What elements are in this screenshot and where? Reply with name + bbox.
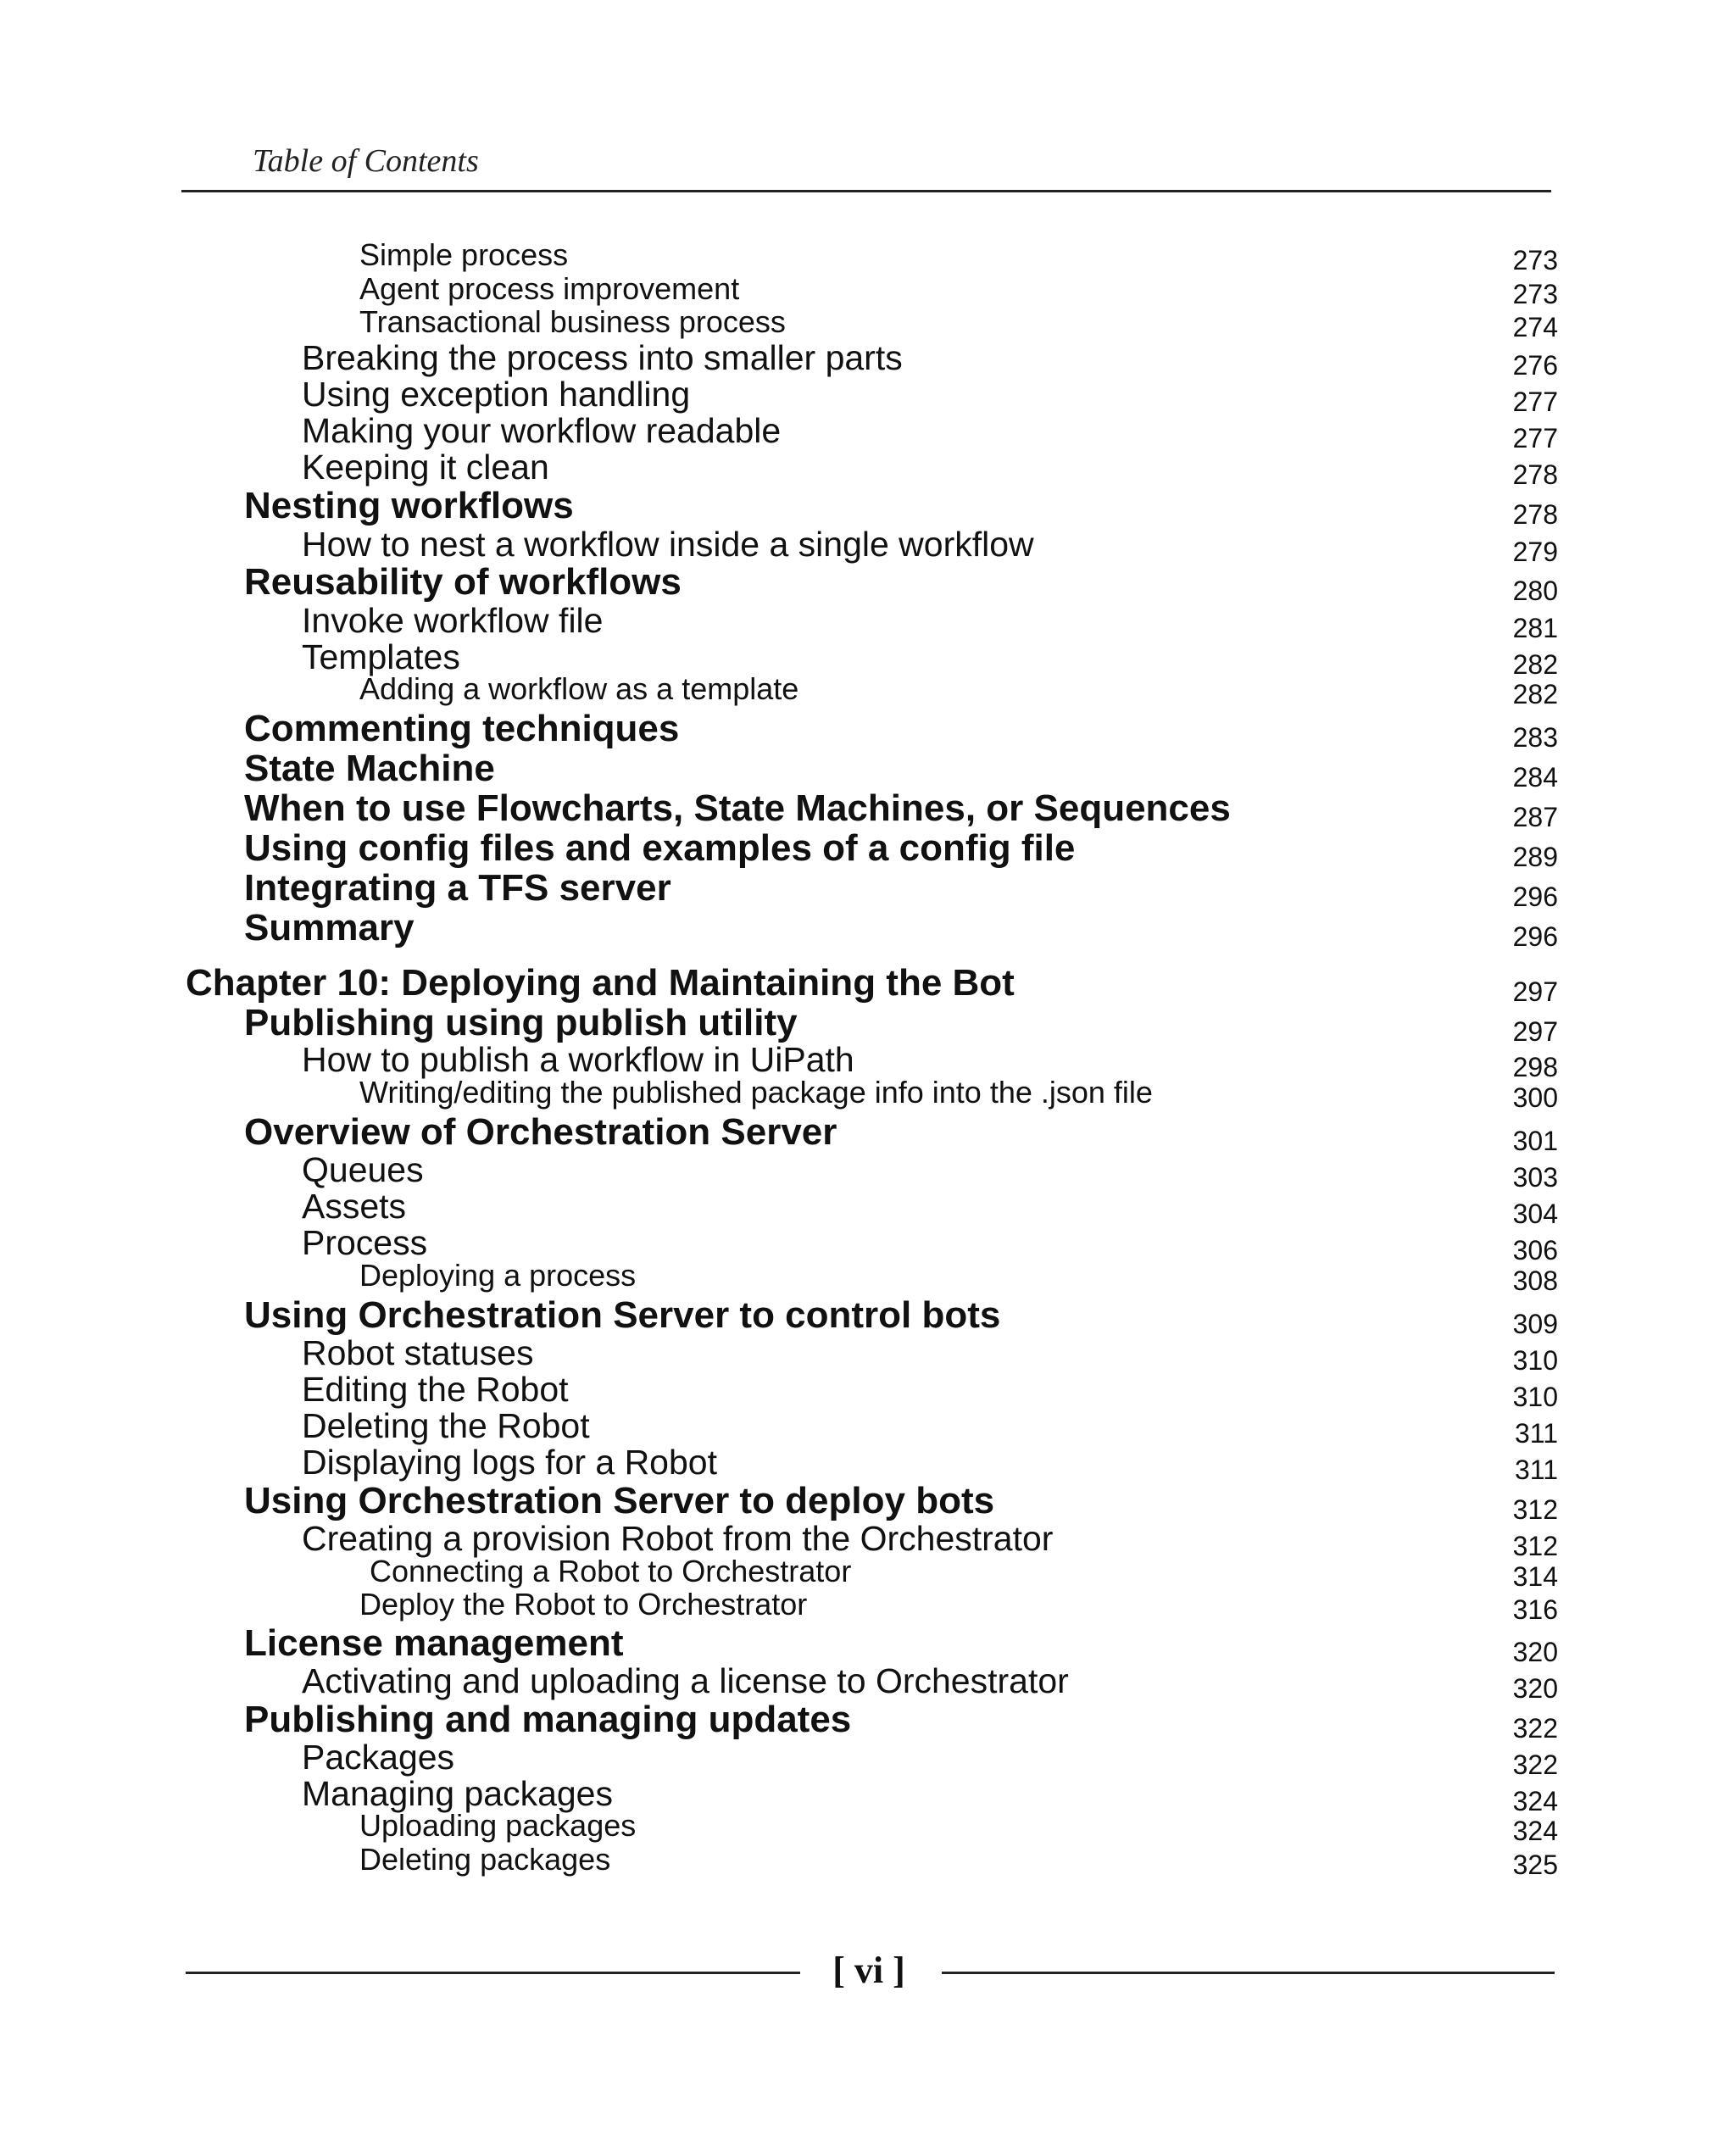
- toc-entry-title: Simple process: [359, 237, 569, 272]
- toc-entry-title: Displaying logs for a Robot: [302, 1443, 717, 1482]
- toc-entry-title: Agent process improvement: [359, 271, 740, 306]
- toc-entry-title: Chapter 10: Deploying and Maintaining the Bot: [186, 962, 1015, 1004]
- toc-entry[interactable]: [0, 1188, 1736, 1227]
- toc-entry[interactable]: [0, 1224, 1736, 1263]
- toc-entry-page: 310: [1512, 1382, 1558, 1412]
- toc-entry-title: Templates: [302, 637, 460, 676]
- toc-entry-title: Overview of Orchestration Server: [244, 1111, 837, 1153]
- toc-entry-title: Adding a workflow as a template: [359, 671, 799, 706]
- toc-entry-title: Connecting a Robot to Orchestrator: [370, 1554, 852, 1588]
- toc-entry-title: Breaking the process into smaller parts: [302, 338, 903, 377]
- toc-entry-page: 297: [1512, 976, 1558, 1007]
- toc-entry[interactable]: [0, 1587, 1736, 1625]
- toc-entry[interactable]: [0, 673, 1736, 707]
- toc-entry-page: 281: [1512, 613, 1558, 643]
- toc-entry[interactable]: [0, 602, 1736, 641]
- toc-entry-page: 278: [1512, 499, 1558, 530]
- toc-entry[interactable]: [0, 1554, 1736, 1592]
- toc-entry-title: State Machine: [244, 748, 495, 789]
- toc-entry-page: 324: [1512, 1816, 1558, 1846]
- toc-entry[interactable]: [0, 1842, 1736, 1880]
- toc-entry[interactable]: [0, 1333, 1736, 1376]
- toc-entry-page: 298: [1512, 1052, 1558, 1082]
- toc-entry[interactable]: [0, 485, 1736, 530]
- toc-entry[interactable]: [0, 1775, 1736, 1814]
- toc-entry-title: Creating a provision Robot from the Orchestrator: [302, 1519, 1054, 1558]
- toc-entry-title: Deploying a process: [359, 1258, 637, 1293]
- toc-entry-title: When to use Flowcharts, State Machines, or Sequences: [244, 787, 1231, 829]
- toc-entry-page: 303: [1512, 1162, 1558, 1193]
- toc-entry[interactable]: [0, 375, 1736, 417]
- toc-entry-title: Editing the Robot: [302, 1370, 569, 1409]
- toc-entry-page: 274: [1512, 312, 1558, 342]
- toc-entry-page: 301: [1512, 1126, 1558, 1156]
- toc-entry[interactable]: [0, 788, 1736, 830]
- toc-entry[interactable]: [0, 1443, 1736, 1485]
- toc-entry[interactable]: [0, 1075, 1736, 1113]
- toc-entry-page: 324: [1512, 1786, 1558, 1816]
- toc-entry-page: 311: [1514, 1418, 1558, 1449]
- toc-entry[interactable]: [0, 526, 1736, 565]
- toc-entry-page: 322: [1512, 1749, 1558, 1780]
- toc-entry[interactable]: [0, 1661, 1736, 1704]
- toc-entry-page: 273: [1512, 245, 1558, 275]
- toc-entry-page: 311: [1514, 1455, 1558, 1485]
- toc-entry[interactable]: [0, 1002, 1736, 1047]
- toc-entry[interactable]: [0, 1112, 1736, 1154]
- toc-entry-title: Deleting the Robot: [302, 1406, 590, 1445]
- toc-entry-page: 320: [1512, 1637, 1558, 1667]
- toc-entry-page: 284: [1512, 762, 1558, 793]
- toc-entry[interactable]: [0, 306, 1736, 340]
- toc-entry-title: Integrating a TFS server: [244, 867, 671, 909]
- toc-entry-title: Using Orchestration Server to control bots: [244, 1294, 1001, 1336]
- toc-entry[interactable]: [0, 1371, 1736, 1410]
- toc-entry[interactable]: [0, 1699, 1736, 1744]
- toc-entry-page: 316: [1512, 1594, 1558, 1625]
- toc-entry-page: 279: [1512, 537, 1558, 567]
- toc-entry[interactable]: [0, 239, 1736, 273]
- toc-entry-title: Nesting workflows: [244, 485, 574, 526]
- toc-entry-title: Publishing and managing updates: [244, 1699, 852, 1740]
- toc-entry-title: Managing packages: [302, 1774, 613, 1813]
- toc-entry-page: 289: [1512, 842, 1558, 872]
- toc-entry-title: Commenting techniques: [244, 708, 680, 749]
- toc-entry-title: Deleting packages: [359, 1842, 611, 1877]
- toc-entry-title: Assets: [302, 1187, 407, 1226]
- toc-entry-title: Process: [302, 1223, 428, 1262]
- toc-entry-page: 282: [1512, 679, 1558, 709]
- toc-entry[interactable]: [0, 562, 1736, 604]
- toc-entry-page: 276: [1512, 350, 1558, 381]
- toc-entry[interactable]: [0, 1520, 1736, 1559]
- toc-entry[interactable]: [0, 867, 1736, 912]
- toc-chapter-entry[interactable]: [0, 962, 1736, 1007]
- toc-entry[interactable]: [0, 1480, 1736, 1525]
- running-head: Table of Contents: [253, 143, 479, 179]
- toc-entry[interactable]: [0, 708, 1736, 753]
- toc-entry-title: Deploy the Robot to Orchestrator: [359, 1587, 808, 1621]
- toc-entry-page: 287: [1512, 802, 1558, 832]
- toc-entry-page: 322: [1512, 1713, 1558, 1744]
- toc-entry[interactable]: [0, 828, 1736, 870]
- toc-entry-page: 282: [1512, 649, 1558, 680]
- toc-entry-title: How to publish a workflow in UiPath: [302, 1040, 854, 1079]
- toc-entry-title: License management: [244, 1622, 624, 1664]
- toc-entry-page: 312: [1512, 1494, 1558, 1525]
- toc-entry-title: Packages: [302, 1738, 455, 1777]
- toc-entry-title: Making your workflow readable: [302, 411, 782, 450]
- toc-entry-page: 314: [1512, 1561, 1558, 1592]
- toc-entry[interactable]: [0, 907, 1736, 952]
- toc-entry-page: 306: [1512, 1235, 1558, 1265]
- toc-entry[interactable]: [0, 1295, 1736, 1337]
- toc-entry-title: Publishing using publish utility: [244, 1002, 798, 1043]
- toc-entry-title: Using exception handling: [302, 375, 691, 414]
- toc-entry-title: Queues: [302, 1150, 424, 1189]
- toc-entry-title: Writing/editing the published package info into the .json file: [359, 1075, 1153, 1110]
- toc-entry[interactable]: [0, 448, 1736, 490]
- toc-entry-page: 277: [1512, 387, 1558, 417]
- footer-rule-right: [942, 1972, 1555, 1974]
- toc-entry-page: 304: [1512, 1199, 1558, 1229]
- toc-entry-page: 309: [1512, 1309, 1558, 1339]
- toc-entry-title: Transactional business process: [359, 304, 786, 339]
- toc-entry-title: Robot statuses: [302, 1333, 534, 1372]
- toc-entry-page: 296: [1512, 882, 1558, 912]
- toc-entry[interactable]: [0, 748, 1736, 793]
- toc-entry-page: 308: [1512, 1265, 1558, 1296]
- toc-entry-page: 296: [1512, 921, 1558, 952]
- toc-entry-title: Summary: [244, 907, 415, 948]
- toc-entry-page: 283: [1512, 722, 1558, 753]
- toc-entry[interactable]: [0, 1258, 1736, 1296]
- toc-entry[interactable]: [0, 1623, 1736, 1665]
- toc-entry-title: Using config files and examples of a config file: [244, 827, 1076, 869]
- toc-entry-title: Uploading packages: [359, 1808, 637, 1843]
- toc-entry[interactable]: [0, 338, 1736, 381]
- toc-entry[interactable]: [0, 1150, 1736, 1193]
- toc-entry-page: 312: [1512, 1531, 1558, 1561]
- toc-entry-title: Activating and uploading a license to Orchestrator: [302, 1661, 1069, 1700]
- toc-entry-title: Invoke workflow file: [302, 601, 604, 640]
- toc-entry-page: 278: [1512, 459, 1558, 490]
- toc-entry-page: 310: [1512, 1345, 1558, 1376]
- toc-entry[interactable]: [0, 1406, 1736, 1449]
- toc-entry-title: Keeping it clean: [302, 448, 549, 487]
- toc-entry-page: 277: [1512, 423, 1558, 453]
- toc-entry[interactable]: [0, 1738, 1736, 1780]
- toc-entry[interactable]: [0, 637, 1736, 680]
- toc-entry-page: 300: [1512, 1082, 1558, 1113]
- page-number: [ vi ]: [832, 1950, 905, 1991]
- toc-entry-page: 273: [1512, 279, 1558, 309]
- toc-entry-page: 297: [1512, 1016, 1558, 1047]
- toc-entry-title: Reusability of workflows: [244, 561, 682, 603]
- toc-entry[interactable]: [0, 273, 1736, 307]
- toc-entry[interactable]: [0, 412, 1736, 451]
- toc-entry-page: 325: [1512, 1850, 1558, 1880]
- toc-entry-page: 320: [1512, 1673, 1558, 1704]
- toc-entry-title: Using Orchestration Server to deploy bots: [244, 1480, 995, 1521]
- toc-entry-title: How to nest a workflow inside a single workflow: [302, 525, 1034, 564]
- footer-rule-left: [186, 1972, 800, 1974]
- toc-entry[interactable]: [0, 1810, 1736, 1844]
- toc-entry-page: 280: [1512, 576, 1558, 606]
